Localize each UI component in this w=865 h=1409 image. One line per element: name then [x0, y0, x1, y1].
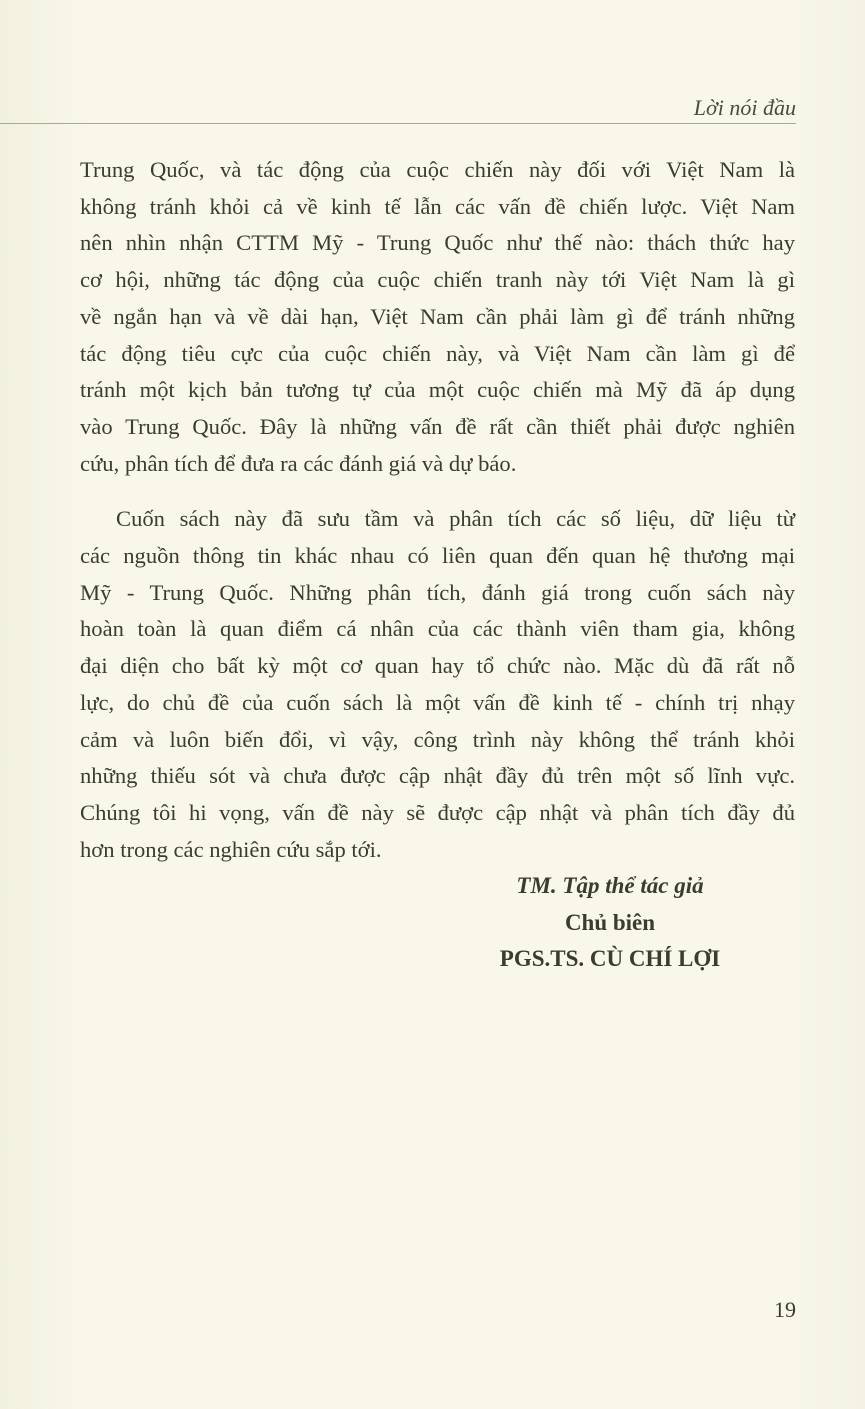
text-line: hơn trong các nghiên cứu sắp tới. [80, 836, 382, 862]
text-line: Trung Quốc, và tác động của cuộc chiến này đối với Việt Nam là [80, 157, 795, 182]
text-line: Mỹ - Trung Quốc. Những phân tích, đánh giá trong cuốn sách này [80, 579, 795, 605]
signature-name: PGS.TS. CÙ CHÍ LỢI [499, 946, 721, 971]
text-line: cứu, phân tích để đưa ra các đánh giá và dự báo. [80, 450, 517, 476]
body-text [80, 152, 795, 868]
text-line: những thiếu sót và chưa được cập nhật đầy đủ trên một số lĩnh vực. [80, 763, 795, 789]
text-line: về ngắn hạn và về dài hạn, Việt Nam cần phải làm gì để tránh những [80, 303, 795, 329]
text-line: cảm và luôn biến đổi, vì vậy, công trình này không thể tránh khỏi [80, 726, 795, 752]
running-header-title: Lời nói đầu [693, 95, 796, 120]
text-line: hoàn toàn là quan điểm cá nhân của các thành viên tham gia, không [80, 616, 795, 642]
text-line: đại diện cho bất kỳ một cơ quan hay tổ chức nào. Mặc dù đã rất nỗ [80, 653, 795, 679]
paragraph-1 [80, 152, 795, 482]
text-line: cơ hội, những tác động của cuộc chiến tranh này tới Việt Nam là gì [80, 267, 795, 293]
text-line: Chúng tôi hi vọng, vấn đề này sẽ được cập nhật và phân tích đầy đủ [80, 799, 795, 825]
header-rule [0, 123, 796, 124]
text-line: vào Trung Quốc. Đây là những vấn đề rất cần thiết phải được nghiên [80, 413, 795, 439]
text-line: lực, do chủ đề của cuốn sách là một vấn đề kinh tế - chính trị nhạy [80, 689, 795, 715]
text-line: tác động tiêu cực của cuộc chiến này, và Việt Nam cần làm gì để [80, 340, 795, 366]
text-line: nên nhìn nhận CTTM Mỹ - Trung Quốc như thế nào: thách thức hay [80, 230, 795, 256]
text-line: tránh một kịch bản tương tự của một cuộc chiến mà Mỹ đã áp dụng [80, 377, 795, 403]
page-number: 19 [774, 1297, 796, 1322]
paragraph-2 [80, 501, 795, 868]
signature-role: TM. Tập thể tác giả [516, 873, 704, 898]
text-line: các nguồn thông tin khác nhau có liên quan đến quan hệ thương mại [80, 543, 795, 569]
signature-title: Chủ biên [564, 909, 656, 935]
text-line: không tránh khỏi cả về kinh tế lẫn các vấn đề chiến lược. Việt Nam [80, 193, 795, 219]
signature-block [440, 868, 780, 978]
text-line: Cuốn sách này đã sưu tầm và phân tích các số liệu, dữ liệu từ [116, 506, 795, 532]
